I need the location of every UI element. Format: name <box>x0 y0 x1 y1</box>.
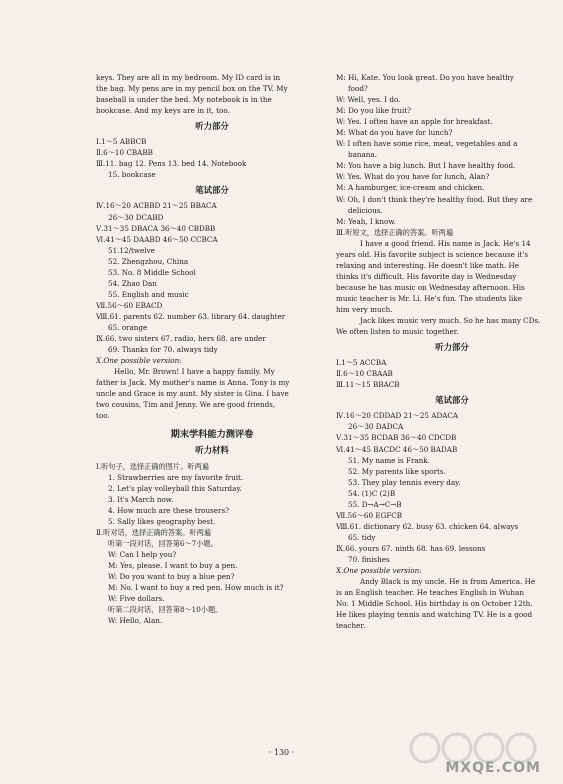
text-line: is an English teacher. He teaches English in Wuhan <box>336 588 524 598</box>
answer-line: Ⅵ.41～45 BACDC 46～50 BADAB <box>336 444 458 454</box>
section-heading-material: 听力材料 <box>195 445 229 456</box>
answer-line: Ⅹ.One possible version: <box>96 356 182 366</box>
answer-line: Ⅴ.31～35 DBACA 36～40 CBDBB <box>96 223 216 233</box>
text-line: too. <box>96 411 110 421</box>
text-line: 5. Sally likes geography best. <box>108 516 216 526</box>
left-column <box>96 72 328 626</box>
intro-paragraph <box>96 72 328 116</box>
text-line: M: No. I want to buy a red pen. How much is it? <box>108 583 284 593</box>
section-heading-listening: 听力部分 <box>435 342 469 353</box>
essay-paragraph <box>96 366 328 421</box>
watermark-text: MXQE.COM <box>445 760 541 776</box>
dialog-text <box>336 72 563 337</box>
answer-line: Ⅱ.6～10 CBABB <box>96 148 153 158</box>
text-line: M: A hamburger, ice-cream and chicken. <box>336 183 485 193</box>
text-line: W: Well, yes. I do. <box>336 95 401 105</box>
answer-line: Ⅲ.11. bag 12. Pens 13. bed 14. Notebook <box>96 159 247 169</box>
essay-paragraph <box>336 576 563 631</box>
answer-line: 15. bookcase <box>108 170 156 180</box>
text-line: two cousins, Tim and Jenny. We are good friends, <box>96 400 276 410</box>
text-line: M: Hi, Kate. You look great. Do you have healthy <box>336 73 514 82</box>
text-line: 听第一段对话，回答第6～7小题。 <box>108 538 218 548</box>
text-line: the bag. My pens are in my pencil box on the TV. My <box>96 84 288 94</box>
answer-line: Ⅶ.56～60 EGFCB <box>336 510 403 520</box>
answer-line: 51.12/twelve <box>108 245 155 255</box>
section-heading-writing: 笔试部分 <box>435 395 469 406</box>
text-line: 1. Strawberries are my favorite fruit. <box>108 472 244 482</box>
answer-line: Ⅵ.41～45 DAABD 46～50 CCBCA <box>96 234 218 244</box>
text-line: because he has music on Wednesday afternoon. His <box>336 282 525 292</box>
text-line: 2. Let's play volleyball this Saturday. <box>108 483 242 493</box>
text-line: uncle and Grace is my aunt. My sister is Gina. I have <box>96 389 289 399</box>
text-line: thinks it's difficult. His favorite day is Wednesday <box>336 271 517 281</box>
text-line: M: Do you like fruit? <box>336 106 411 116</box>
text-line: I have a good friend. His name is Jack. He's 14 <box>360 238 531 248</box>
answer-line: 52. My parents like sports. <box>348 466 446 476</box>
exam-title: 期末学科能力测评卷 <box>170 429 254 441</box>
answer-line: Ⅲ.11～15 BBACB <box>336 380 400 390</box>
text-line: No. 1 Middle School. His birthday is on October 12th. <box>336 599 533 609</box>
answer-line: 65. orange <box>108 322 148 332</box>
answer-line: 52. Zhengzhou, China <box>108 256 189 266</box>
text-line: W: Yes. I often have an apple for breakfast. <box>336 117 493 127</box>
answer-line: Ⅸ.66. two sisters 67. radio, hers 68. are under <box>96 334 266 344</box>
text-line: baseball is under the bed. My notebook is in the <box>96 95 272 105</box>
answer-line: 70. finishes <box>348 554 390 564</box>
answer-line: 53. They play tennis every day. <box>348 477 461 487</box>
text-line: food? <box>348 84 368 94</box>
text-line: 4. How much are these trousers? <box>108 505 230 515</box>
text-line: years old. His favorite subject is science because it's <box>336 249 529 259</box>
answer-line: 51. My name is Frank. <box>348 455 430 465</box>
answer-line: 53. No. 8 Middle School <box>108 267 196 277</box>
text-line: 3. It's March now. <box>108 494 174 504</box>
answer-line: 26～30 DADCA <box>348 422 404 432</box>
answer-line: Ⅰ.1～5 ACCBA <box>336 358 387 368</box>
text-line: M: Yes, please. I want to buy a pen. <box>108 560 238 570</box>
answer-line: Ⅹ.One possible version: <box>336 566 422 576</box>
writing-answers <box>336 410 563 576</box>
writing-answers <box>96 200 328 366</box>
text-line: bookcase. And my keys are in it, too. <box>96 106 230 116</box>
page-number: · 130 · <box>268 748 295 757</box>
answer-line: 54. (1)C (2)B <box>348 488 396 498</box>
answer-line: Ⅷ.61. dictionary 62. busy 63. chicken 64. always <box>336 521 519 531</box>
text-line: him very much. <box>336 304 393 314</box>
answer-line: Ⅰ.1～5 ABBCB <box>96 137 147 147</box>
right-column <box>336 72 563 631</box>
section-heading-listening: 听力部分 <box>195 121 229 132</box>
text-line: teacher. <box>336 621 366 631</box>
listening-answers <box>336 357 563 390</box>
text-line: He likes playing tennis and watching TV. He is a good <box>336 610 533 620</box>
listening-material <box>96 461 328 627</box>
answer-line: 65. tidy <box>348 532 376 542</box>
text-line: W: I often have some rice, meat, vegetables and a <box>336 139 518 149</box>
text-line: Ⅲ.听短文，选择正确的答案。听两遍 <box>336 227 454 237</box>
text-line: Ⅱ.听对话，选择正确的答案。听两遍 <box>96 527 211 537</box>
text-line: Jack likes music very much. So he has many CDs. <box>360 316 541 326</box>
text-line: We often listen to music together. <box>336 327 459 337</box>
text-line: 听第二段对话，回答第8～10小题。 <box>108 605 223 615</box>
text-line: W: Hello, Alan. <box>108 616 163 626</box>
answer-line: 54. Zhao Dan <box>108 278 157 288</box>
text-line: keys. They are all in my bedroom. My ID card is in <box>96 73 281 82</box>
answer-line: 55. D→A→C→B <box>348 499 402 509</box>
text-line: Hello, Mr. Brown! I have a happy family. My <box>114 367 275 377</box>
text-line: M: What do you have for lunch? <box>336 128 453 138</box>
text-line: W: Oh, I don't think they're healthy food. But they are <box>336 194 533 204</box>
text-line: father is Jack. My mother's name is Anna. Tony is my <box>96 378 290 388</box>
text-line: W: Do you want to buy a blue pen? <box>108 571 235 581</box>
text-line: M: You have a big lunch. But I have healthy food. <box>336 161 516 171</box>
text-line: Ⅰ.听句子，选择正确的图片。听两遍 <box>96 461 209 471</box>
answer-line: Ⅳ.16～20 ACBBD 21～25 BBACA <box>96 201 217 211</box>
answer-line: 69. Thanks for 70. always tidy <box>108 345 218 355</box>
text-line: music teacher is Mr. Li. He's fun. The students like <box>336 293 522 303</box>
answer-line: Ⅴ.31～35 BCDAB 36～40 CDCDB <box>336 433 457 443</box>
answer-line: Ⅳ.16～20 CDDAD 21～25 ADACA <box>336 411 459 421</box>
listening-answers <box>96 136 328 180</box>
answer-line: 26～30 DCABD <box>108 212 164 222</box>
answer-line: Ⅶ.56～60 EBACD <box>96 300 163 310</box>
text-line: W: Yes. What do you have for lunch, Alan? <box>336 172 490 182</box>
answer-line: Ⅸ.66. yours 67. ninth 68. has 69. lessons <box>336 543 486 553</box>
text-line: Andy Black is my uncle. He is from America. He <box>360 577 536 587</box>
answer-line: Ⅱ.6～10 CBAAB <box>336 369 393 379</box>
text-line: relaxing and interesting. He doesn't like math. He <box>336 260 520 270</box>
text-line: banana. <box>348 150 377 160</box>
answer-line: Ⅷ.61. parents 62. number 63. library 64. daughter <box>96 311 286 321</box>
text-line: W: Five dollars. <box>108 594 165 604</box>
text-line: delicious. <box>348 205 383 215</box>
text-line: W: Can I help you? <box>108 549 177 559</box>
answer-line: 55. English and music <box>108 289 189 299</box>
section-heading-writing: 笔试部分 <box>195 185 229 196</box>
text-line: M: Yeah, I know. <box>336 216 396 226</box>
